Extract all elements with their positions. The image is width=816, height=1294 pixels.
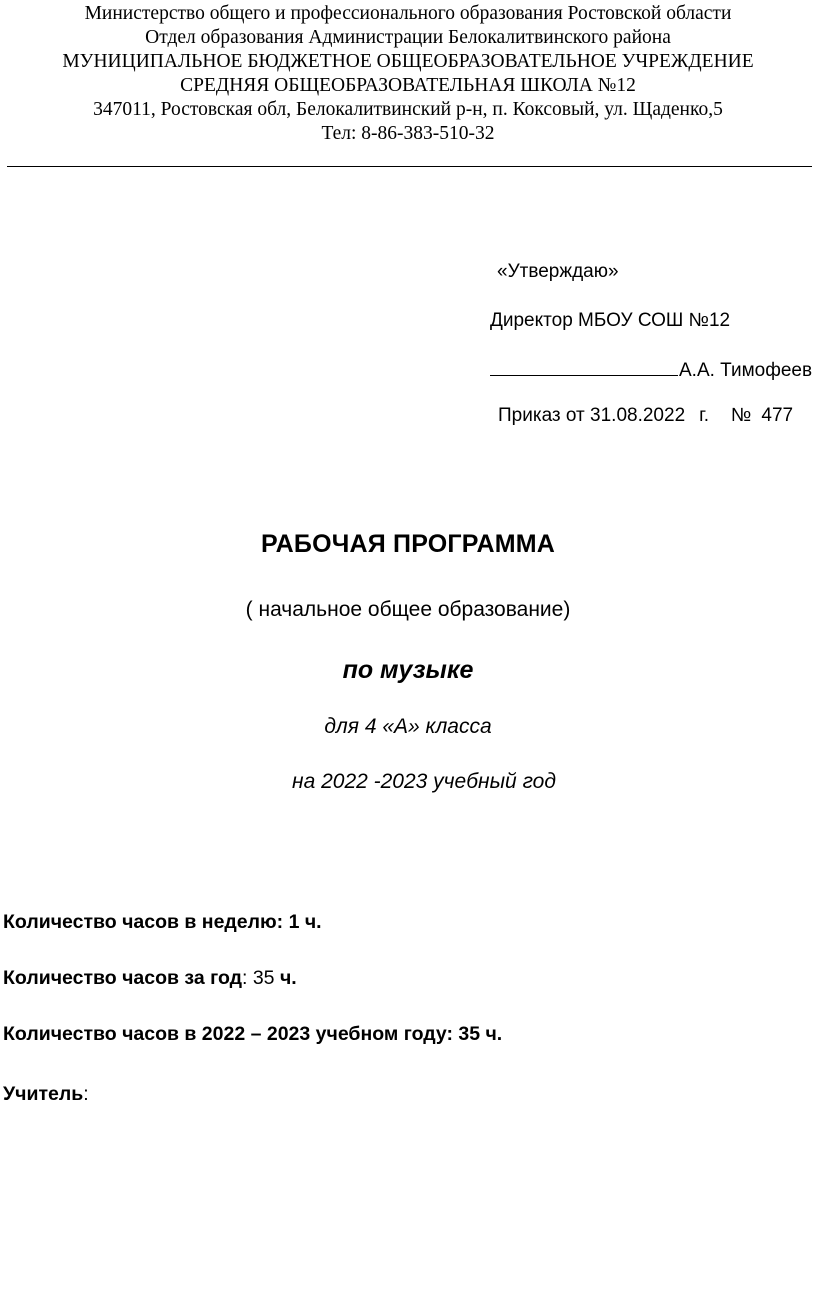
hours-per-year-value: : 35 (242, 967, 280, 989)
order-date: Приказ от 31.08.2022 (498, 405, 686, 426)
document-title: РАБОЧАЯ ПРОГРАММА (260, 530, 556, 558)
teacher-colon: : (83, 1083, 89, 1105)
signer-name: А.А. Тимофеев (679, 360, 813, 381)
grade: для 4 «А» класса (324, 715, 492, 738)
department-line: Отдел образования Администрации Белокалитвинского района (145, 27, 671, 48)
approval-signature (490, 358, 812, 382)
school-name-line: СРЕДНЯЯ ОБЩЕОБРАЗОВАТЕЛЬНАЯ ШКОЛА №12 (180, 75, 636, 96)
hours-per-year (3, 967, 297, 990)
address-line: 347011, Ростовская обл, Белокалитвинский р-н, п. Коксовый, ул. Щаденко,5 (93, 99, 723, 120)
hours-per-week: Количество часов в неделю: 1 ч. (3, 911, 322, 933)
ministry-line: Министерство общего и профессионального образования Ростовской области (84, 3, 732, 24)
approval-position: Директор МБОУ СОШ №12 (490, 310, 731, 331)
order-number-sign: № (731, 405, 752, 426)
academic-year: на 2022 -2023 учебный год (292, 770, 556, 793)
hours-in-period: Количество часов в 2022 – 2023 учебном году: 35 ч. (3, 1023, 503, 1045)
hours-per-year-unit: ч. (279, 967, 297, 989)
teacher (3, 1083, 89, 1106)
approval-heading: «Утверждаю» (497, 261, 619, 282)
education-level: ( начальное общее образование) (245, 598, 571, 621)
phone-line: Тел: 8-86-383-510-32 (321, 123, 495, 144)
teacher-label: Учитель (3, 1083, 84, 1105)
letterhead (0, 2, 816, 146)
institution-type-line: МУНИЦИПАЛЬНОЕ БЮДЖЕТНОЕ ОБЩЕОБРАЗОВАТЕЛЬНОЕ УЧРЕЖДЕНИЕ (62, 51, 754, 72)
approval-order (498, 405, 793, 427)
hours-per-year-label: Количество часов за год (3, 967, 242, 989)
letterhead-divider (7, 166, 812, 167)
subject: по музыке (342, 656, 474, 684)
order-number: 477 (761, 405, 794, 426)
signature-line (490, 358, 678, 376)
order-year-suffix: г. (699, 405, 710, 426)
